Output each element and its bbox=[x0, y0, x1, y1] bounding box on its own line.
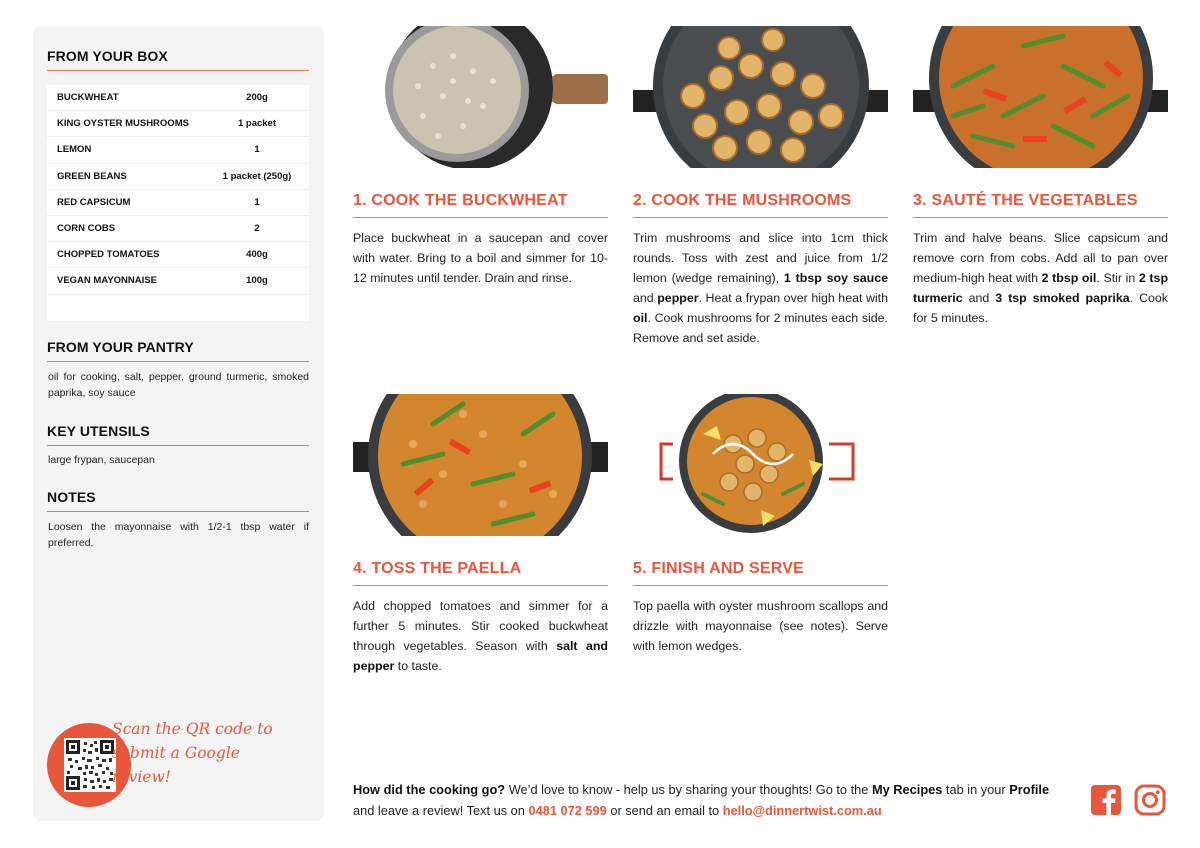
emphasis-text: 2 tbsp oil bbox=[1041, 271, 1097, 285]
step-divider bbox=[913, 217, 1168, 218]
text-run: . Cook mushrooms for 2 minutes each side. Remove and set aside. bbox=[633, 311, 888, 345]
notes-text: Loosen the mayonnaise with 1/2-1 tbsp water if preferred. bbox=[48, 521, 309, 549]
step-4-text bbox=[353, 596, 608, 676]
ingredient-name: CHOPPED TOMATOES bbox=[57, 249, 160, 261]
ingredient-row bbox=[47, 268, 309, 294]
text-run: Top paella with oyster mushroom scallops and drizzle with mayonnaise (see notes). Serve with lemon wedges. bbox=[633, 599, 888, 653]
step-1-photo bbox=[353, 26, 608, 168]
ingredient-quantity: 1 packet (250g) bbox=[222, 170, 292, 182]
emphasis-text: salt and pepper bbox=[353, 639, 608, 673]
box-ingredients-table bbox=[47, 85, 309, 321]
ingredient-quantity: 1 bbox=[254, 144, 260, 156]
ingredient-quantity: 2 bbox=[254, 223, 260, 235]
emphasis-text: How did the cooking go? bbox=[353, 782, 506, 797]
emphasis-text: Profile bbox=[1009, 782, 1050, 797]
text-run: tab in your bbox=[942, 782, 1010, 797]
utensils-text: large frypan, saucepan bbox=[48, 454, 155, 466]
text-run: . Heat a frypan over high heat with bbox=[698, 291, 888, 305]
emphasis-text: 1 tbsp soy sauce bbox=[783, 271, 888, 285]
contact-link[interactable]: hello@dinnertwist.com.au bbox=[722, 803, 882, 818]
text-run: Trim and halve beans. Slice capsicum and remove corn from cobs. Add all to pan over medium-high heat with bbox=[913, 231, 1168, 285]
qr-code-icon[interactable] bbox=[64, 738, 116, 792]
step-4-photo bbox=[353, 394, 608, 536]
ingredient-name: LEMON bbox=[57, 144, 92, 156]
step-3-photo bbox=[913, 26, 1168, 168]
text-run: and bbox=[633, 291, 658, 305]
facebook-icon[interactable] bbox=[1090, 784, 1122, 816]
text-run: . Cook for 5 minutes. bbox=[913, 291, 1169, 325]
step-1-title: 1. COOK THE BUCKWHEAT bbox=[353, 192, 568, 209]
emphasis-text: oil bbox=[633, 311, 648, 325]
heading-divider bbox=[47, 445, 309, 446]
step-3-text bbox=[913, 228, 1168, 328]
step-divider bbox=[633, 217, 888, 218]
review-footer bbox=[353, 779, 1073, 821]
emphasis-text: 3 tsp smoked paprika bbox=[995, 291, 1130, 305]
ingredient-name: GREEN BEANS bbox=[57, 170, 127, 182]
step-5-photo bbox=[633, 394, 888, 536]
heading-divider bbox=[47, 70, 309, 71]
step-4-title: 4. TOSS THE PAELLA bbox=[353, 560, 522, 577]
step-2-text bbox=[633, 228, 888, 348]
key-utensils-heading: KEY UTENSILS bbox=[47, 423, 150, 439]
ingredient-row bbox=[47, 190, 309, 216]
emphasis-text: 2 tsp turmeric bbox=[913, 271, 1169, 305]
step-divider bbox=[353, 217, 608, 218]
step-5-title: 5. FINISH AND SERVE bbox=[633, 560, 804, 577]
from-your-pantry-heading: FROM YOUR PANTRY bbox=[47, 339, 194, 355]
ingredient-row bbox=[47, 164, 309, 190]
ingredient-quantity: 400g bbox=[246, 249, 268, 261]
heading-divider bbox=[47, 511, 309, 512]
ingredient-quantity: 200g bbox=[246, 92, 268, 104]
ingredient-name: BUCKWHEAT bbox=[57, 92, 119, 104]
ingredient-row bbox=[47, 111, 309, 137]
text-run: and bbox=[962, 291, 996, 305]
qr-text-line: Scan the QR code to bbox=[112, 720, 273, 738]
ingredient-name: KING OYSTER MUSHROOMS bbox=[57, 118, 189, 130]
qr-text-line: submit a Google review! bbox=[112, 744, 240, 786]
text-run: . Stir in bbox=[1096, 271, 1139, 285]
ingredient-row bbox=[47, 242, 309, 268]
ingredient-quantity: 100g bbox=[246, 275, 268, 287]
emphasis-text: pepper bbox=[657, 291, 699, 305]
pantry-text: oil for cooking, salt, pepper, ground turmeric, smoked paprika, soy sauce bbox=[48, 371, 309, 399]
step-2-title: 2. COOK THE MUSHROOMS bbox=[633, 192, 852, 209]
emphasis-text: My Recipes bbox=[871, 782, 943, 797]
step-3-title: 3. SAUTÉ THE VEGETABLES bbox=[913, 192, 1138, 209]
step-5-text bbox=[633, 596, 888, 656]
text-run: to taste. bbox=[394, 659, 442, 673]
ingredient-row bbox=[47, 85, 309, 111]
text-run: Add chopped tomatoes and simmer for a further 5 minutes. Stir cooked buckwheat through vegetables. Season with bbox=[353, 599, 608, 653]
notes-heading: NOTES bbox=[47, 489, 96, 505]
text-run: and leave a review! Text us on bbox=[353, 803, 529, 818]
step-divider bbox=[353, 585, 608, 586]
ingredient-quantity: 1 packet bbox=[237, 118, 277, 130]
ingredient-name: CORN COBS bbox=[57, 223, 116, 235]
instagram-icon[interactable] bbox=[1134, 784, 1166, 816]
text-run: Trim mushrooms and slice into 1cm thick rounds. Toss with zest and juice from 1/2 lemon (wedge remaining), bbox=[633, 231, 888, 285]
qr-review-prompt bbox=[112, 717, 282, 789]
ingredients-sidebar bbox=[33, 26, 324, 821]
heading-divider bbox=[47, 361, 309, 362]
text-run: We’d love to know - help us by sharing your thoughts! Go to the bbox=[505, 782, 872, 797]
step-divider bbox=[633, 585, 888, 586]
ingredient-row bbox=[47, 216, 309, 242]
contact-link[interactable]: 0481 072 599 bbox=[528, 803, 607, 818]
ingredient-name: VEGAN MAYONNAISE bbox=[57, 275, 157, 287]
ingredient-name: RED CAPSICUM bbox=[57, 196, 131, 208]
step-2-photo bbox=[633, 26, 888, 168]
ingredient-row bbox=[47, 137, 309, 163]
text-run: or send an email to bbox=[606, 803, 723, 818]
ingredient-quantity: 1 bbox=[254, 196, 260, 208]
step-1-text bbox=[353, 228, 608, 288]
from-your-box-heading: FROM YOUR BOX bbox=[47, 48, 168, 64]
text-run: Place buckwheat in a saucepan and cover with water. Bring to a boil and simmer for 10-12 minutes until tender. Drain and rinse. bbox=[353, 231, 608, 285]
